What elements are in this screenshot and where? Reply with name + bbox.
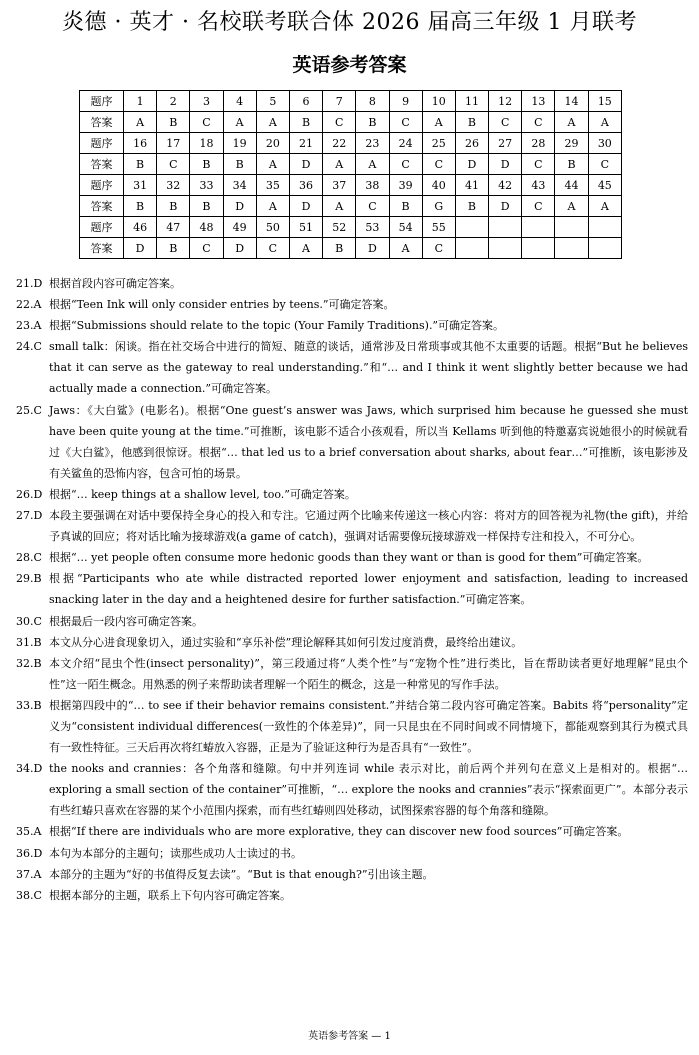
- question-number-row: [80, 91, 622, 112]
- explanation-item: [16, 294, 688, 315]
- explanation-text: Jaws：《大白鲨》(电影名)。根据“One guest’s answer was Jaws, which surprised him because he guessed she must have been quite young at the time.”可推断，该电影不适合小孩观看，所以当 Kellams 听到他的特邀嘉宾说她很小的时候就看过《大白鲨》，他感到很惊讶。根据“… that led us to a brief conversation about sharks, about fear…”可推断，该电影涉及有关鲨鱼的恐怖内容，包含可怕的场景。: [49, 403, 688, 480]
- question-number-cell: 24: [389, 133, 422, 154]
- question-number-cell: [455, 217, 488, 238]
- question-number-cell: 2: [157, 91, 190, 112]
- explanation-text: 根据最后一段内容可确定答案。: [49, 614, 203, 628]
- explanation-list: [16, 273, 688, 906]
- question-number-cell: [489, 217, 522, 238]
- row-label-question: 题序: [80, 217, 124, 238]
- question-number-cell: 30: [588, 133, 621, 154]
- question-number-cell: 40: [422, 175, 455, 196]
- answer-cell: B: [323, 238, 356, 259]
- answer-cell: A: [124, 112, 157, 133]
- explanation-text: 本文介绍“昆虫个性(insect personality)”，第三段通过将“人类个性”与“宠物个性”进行类比，旨在帮助读者更好地理解“昆虫个性”这一陌生概念。用熟悉的例子来帮助读者理解一个陌生的概念，这是一种常见的写作手法。: [49, 656, 688, 691]
- question-answer-label: 24.C: [16, 340, 42, 354]
- answer-cell: A: [256, 112, 289, 133]
- answer-cell: D: [289, 154, 322, 175]
- question-answer-label: 30.C: [16, 614, 42, 628]
- row-label-answer: 答案: [80, 196, 124, 217]
- explanation-item: [16, 505, 688, 547]
- explanation-text: 根据“If there are individuals who are more explorative, they can discover new food sources”可确定答案。: [49, 825, 629, 839]
- question-answer-label: 26.D: [16, 487, 43, 501]
- row-label-question: 题序: [80, 175, 124, 196]
- row-label-answer: 答案: [80, 154, 124, 175]
- question-answer-label: 35.A: [16, 825, 42, 839]
- question-answer-label: 29.B: [16, 572, 42, 586]
- answer-row: [80, 154, 622, 175]
- answer-cell: C: [190, 238, 223, 259]
- question-answer-label: 32.B: [16, 656, 42, 670]
- answer-cell: A: [588, 196, 621, 217]
- page-footer: 英语参考答案 — 1: [308, 1031, 391, 1042]
- question-number-cell: 38: [356, 175, 389, 196]
- question-number-cell: 22: [323, 133, 356, 154]
- question-number-cell: 41: [455, 175, 488, 196]
- question-number-cell: 8: [356, 91, 389, 112]
- answer-cell: [555, 238, 588, 259]
- explanation-text: 本文从分心进食现象切入，通过实验和“享乐补偿”理论解释其如何引发过度消费，最终给出建议。: [49, 635, 523, 649]
- question-number-cell: 25: [422, 133, 455, 154]
- question-answer-label: 27.D: [16, 509, 43, 523]
- question-number-cell: 9: [389, 91, 422, 112]
- answer-cell: A: [289, 238, 322, 259]
- page-title: 炎德 · 英才 · 名校联考联合体 2026 届高三年级 1 月联考: [62, 10, 637, 35]
- explanation-item: [16, 336, 688, 399]
- question-number-cell: 7: [323, 91, 356, 112]
- question-number-row: [80, 133, 622, 154]
- answer-cell: C: [190, 112, 223, 133]
- question-number-cell: 32: [157, 175, 190, 196]
- row-label-question: 题序: [80, 91, 124, 112]
- answer-row: [80, 196, 622, 217]
- question-number-cell: 21: [289, 133, 322, 154]
- explanation-item: [16, 885, 688, 906]
- question-number-cell: 27: [489, 133, 522, 154]
- answer-cell: [588, 238, 621, 259]
- explanation-item: [16, 315, 688, 336]
- explanation-text: 根据“Teen Ink will only consider entries by teens.”可确定答案。: [49, 298, 395, 312]
- answer-row: [80, 238, 622, 259]
- question-number-cell: 33: [190, 175, 223, 196]
- question-answer-label: 28.C: [16, 551, 42, 565]
- answer-cell: B: [289, 112, 322, 133]
- answer-cell: C: [522, 196, 555, 217]
- question-answer-label: 22.A: [16, 298, 42, 312]
- row-label-answer: 答案: [80, 238, 124, 259]
- explanation-text: 本段主要强调在对话中要保持全身心的投入和专注。它通过两个比喻来传递这一核心内容：将对方的回答视为礼物(the gift)，并给予真诚的回应；将对话比喻为接球游戏(a game of catch)，强调对话需要像玩接球游戏一样保持专注和投入，不可分心。: [49, 509, 688, 544]
- question-number-cell: 10: [422, 91, 455, 112]
- explanation-item: [16, 632, 688, 653]
- answer-cell: B: [157, 196, 190, 217]
- question-number-row: [80, 217, 622, 238]
- explanation-text: 根据“… keep things at a shallow level, too.”可确定答案。: [49, 487, 356, 501]
- answer-cell: D: [223, 238, 256, 259]
- explanation-item: [16, 843, 688, 864]
- question-answer-label: 34.D: [16, 762, 43, 776]
- explanation-item: [16, 484, 688, 505]
- question-number-cell: 3: [190, 91, 223, 112]
- answer-cell: A: [389, 238, 422, 259]
- answer-cell: [455, 238, 488, 259]
- question-number-cell: 18: [190, 133, 223, 154]
- question-number-cell: 35: [256, 175, 289, 196]
- answer-cell: B: [455, 196, 488, 217]
- question-number-cell: 39: [389, 175, 422, 196]
- answer-cell: B: [190, 196, 223, 217]
- question-answer-label: 31.B: [16, 635, 42, 649]
- question-number-cell: 43: [522, 175, 555, 196]
- question-number-cell: 11: [455, 91, 488, 112]
- answer-cell: C: [522, 154, 555, 175]
- explanation-text: 本句为本部分的主题句；读那些成功人士读过的书。: [49, 846, 302, 860]
- explanation-text: 根据“Submissions should relate to the topic (Your Family Traditions).”可确定答案。: [49, 319, 505, 333]
- answer-cell: D: [489, 196, 522, 217]
- answer-cell: A: [555, 196, 588, 217]
- explanation-item: [16, 547, 688, 568]
- question-number-cell: 48: [190, 217, 223, 238]
- question-number-cell: 42: [489, 175, 522, 196]
- answer-cell: C: [157, 154, 190, 175]
- explanation-item: [16, 400, 688, 484]
- explanation-item: [16, 864, 688, 885]
- question-number-cell: 44: [555, 175, 588, 196]
- explanation-item: [16, 273, 688, 294]
- answer-cell: G: [422, 196, 455, 217]
- answer-cell: A: [588, 112, 621, 133]
- question-number-cell: 34: [223, 175, 256, 196]
- answer-cell: C: [389, 112, 422, 133]
- answer-cell: C: [256, 238, 289, 259]
- answer-cell: [522, 238, 555, 259]
- row-label-question: 题序: [80, 133, 124, 154]
- question-answer-label: 23.A: [16, 319, 42, 333]
- question-number-cell: 36: [289, 175, 322, 196]
- explanation-text: 本部分的主题为“好的书值得反复去读”。“But is that enough?”引出该主题。: [49, 867, 434, 881]
- explanation-item: [16, 695, 688, 758]
- question-number-cell: [588, 217, 621, 238]
- answer-cell: B: [223, 154, 256, 175]
- question-number-cell: 1: [124, 91, 157, 112]
- answer-cell: B: [157, 238, 190, 259]
- question-number-cell: 16: [124, 133, 157, 154]
- question-number-cell: 26: [455, 133, 488, 154]
- explanation-text: the nooks and crannies：各个角落和缝隙。句中并列连词 while 表示对比，前后两个并列句在意义上是相对的。根据“… exploring a small section of the container”可推断，“… explore the nooks and crannies”表示“探索面更广”。本部分表示有些红蝽只喜欢在容器的某个小范围内探索，而有些红蝽则四处移动，试图探索容器的每个角落和缝隙。: [49, 762, 688, 818]
- question-number-cell: 52: [323, 217, 356, 238]
- question-number-cell: 19: [223, 133, 256, 154]
- answer-cell: B: [455, 112, 488, 133]
- question-number-cell: 55: [422, 217, 455, 238]
- question-number-cell: 29: [555, 133, 588, 154]
- question-number-cell: 14: [555, 91, 588, 112]
- answer-cell: [489, 238, 522, 259]
- question-number-cell: 50: [256, 217, 289, 238]
- question-number-cell: [522, 217, 555, 238]
- question-number-cell: 17: [157, 133, 190, 154]
- question-number-cell: 15: [588, 91, 621, 112]
- answer-cell: D: [455, 154, 488, 175]
- row-label-answer: 答案: [80, 112, 124, 133]
- answer-cell: A: [555, 112, 588, 133]
- answer-cell: C: [389, 154, 422, 175]
- answer-cell: D: [356, 238, 389, 259]
- answer-cell: D: [223, 196, 256, 217]
- answer-cell: C: [422, 154, 455, 175]
- answer-cell: B: [124, 196, 157, 217]
- explanation-text: 根据“Participants who ate while distracted reported lower enjoyment and satisfaction, leading to increased snacking later in the day and a heightened desire for further satisfaction.”可确定答案。: [49, 572, 688, 607]
- explanation-item: [16, 758, 688, 821]
- question-number-cell: 45: [588, 175, 621, 196]
- question-number-row: [80, 175, 622, 196]
- question-number-cell: 20: [256, 133, 289, 154]
- explanation-text: 根据第四段中的“… to see if their behavior remains consistent.”并结合第二段内容可确定答案。Babits 将“personality”定义为“consistent individual differences(一致性的个体差异)”，同一只昆虫在不同时间或不同情境下，都能观察到其行为模式具有一致性特征。三天后再次将红蝽放入容器，正是为了验证这种行为是否具有“一致性”。: [49, 698, 688, 755]
- answer-cell: A: [356, 154, 389, 175]
- question-number-cell: 28: [522, 133, 555, 154]
- answer-cell: D: [289, 196, 322, 217]
- explanation-item: [16, 821, 688, 842]
- explanation-text: 根据首段内容可确定答案。: [49, 277, 181, 290]
- question-number-cell: 12: [489, 91, 522, 112]
- answer-cell: B: [389, 196, 422, 217]
- question-number-cell: 6: [289, 91, 322, 112]
- answer-cell: C: [356, 196, 389, 217]
- answer-cell: B: [190, 154, 223, 175]
- answer-cell: D: [489, 154, 522, 175]
- question-number-cell: [555, 217, 588, 238]
- answer-cell: B: [157, 112, 190, 133]
- answer-cell: A: [323, 154, 356, 175]
- answer-cell: A: [422, 112, 455, 133]
- question-number-cell: 5: [256, 91, 289, 112]
- answer-row: [80, 112, 622, 133]
- explanation-item: [16, 568, 688, 610]
- question-number-cell: 49: [223, 217, 256, 238]
- explanation-text: small talk：闲谈。指在社交场合中进行的简短、随意的谈话，通常涉及日常琐事或其他不太重要的话题。根据“But he believes that it can serve as the gateway to real understanding.”和“… and I think it went slightly better because we had actually made a connection.”可确定答案。: [49, 340, 688, 396]
- question-number-cell: 31: [124, 175, 157, 196]
- question-answer-label: 33.B: [16, 698, 42, 712]
- answer-cell: C: [489, 112, 522, 133]
- answer-table: [79, 90, 622, 259]
- answer-cell: C: [522, 112, 555, 133]
- explanation-item: [16, 611, 688, 632]
- answer-cell: C: [323, 112, 356, 133]
- question-number-cell: 51: [289, 217, 322, 238]
- question-answer-label: 25.C: [16, 403, 42, 417]
- answer-cell: C: [588, 154, 621, 175]
- answer-cell: A: [323, 196, 356, 217]
- question-number-cell: 37: [323, 175, 356, 196]
- question-answer-label: 37.A: [16, 867, 42, 881]
- answer-cell: A: [256, 196, 289, 217]
- question-number-cell: 54: [389, 217, 422, 238]
- question-answer-label: 21.D: [16, 277, 43, 290]
- answer-cell: B: [555, 154, 588, 175]
- answer-cell: C: [422, 238, 455, 259]
- answer-cell: A: [256, 154, 289, 175]
- answer-cell: A: [223, 112, 256, 133]
- question-answer-label: 36.D: [16, 846, 43, 860]
- page-subtitle: 英语参考答案: [292, 54, 407, 76]
- explanation-item: [16, 653, 688, 695]
- question-answer-label: 38.C: [16, 888, 42, 902]
- answer-cell: B: [124, 154, 157, 175]
- answer-cell: D: [124, 238, 157, 259]
- answer-cell: B: [356, 112, 389, 133]
- question-number-cell: 46: [124, 217, 157, 238]
- question-number-cell: 53: [356, 217, 389, 238]
- question-number-cell: 13: [522, 91, 555, 112]
- question-number-cell: 4: [223, 91, 256, 112]
- question-number-cell: 47: [157, 217, 190, 238]
- explanation-text: 根据“… yet people often consume more hedonic goods than they want or than is good for them”可确定答案。: [49, 551, 649, 565]
- question-number-cell: 23: [356, 133, 389, 154]
- explanation-text: 根据本部分的主题，联系上下句内容可确定答案。: [49, 888, 291, 902]
